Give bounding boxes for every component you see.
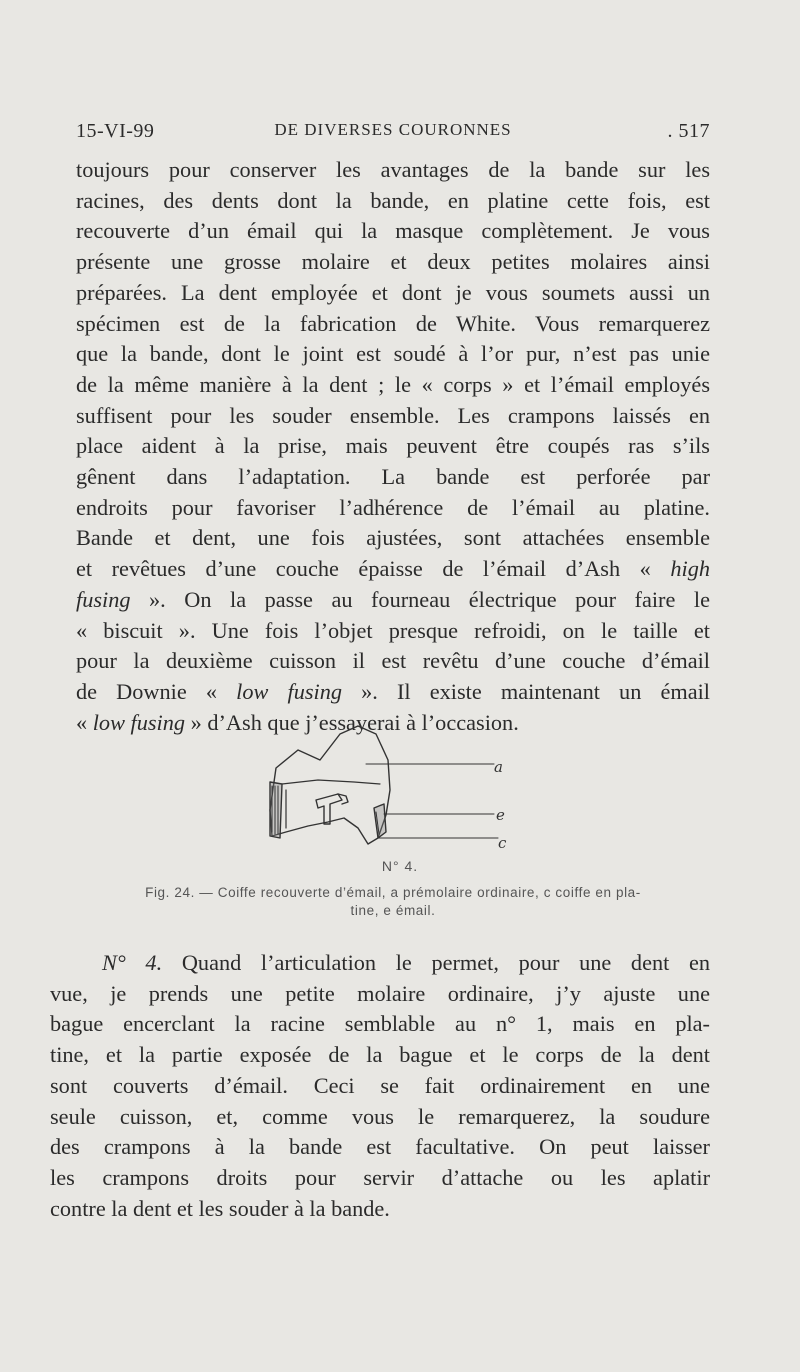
text-line: sont couverts d’émail. Ceci se fait ordinairement en une (50, 1072, 710, 1098)
text-segment: et revêtues d’une couche épaisse de l’émail d’Ash « (76, 556, 651, 582)
text-line: bague encerclant la racine semblable au n° 1, mais en pla- (50, 1011, 710, 1037)
band-right (374, 804, 386, 838)
text-line: racines, des dents dont la bande, en platine cette fois, est (76, 187, 710, 213)
text-line (76, 677, 710, 708)
italic-term: low fusing (236, 678, 343, 704)
text-line (76, 948, 710, 979)
page-number: . 517 (667, 120, 710, 142)
crown-outline (270, 726, 390, 844)
text-line: les crampons droits pour servir d’attache ou les aplatir (50, 1164, 710, 1190)
text-line: contre la dent et les souder à la bande. (50, 1195, 390, 1221)
figure-caption (76, 884, 710, 920)
text-line: Bande et dent, une fois ajustées, sont attachées ensemble (76, 525, 710, 551)
header-title: DE DIVERSES COURONNES (274, 120, 512, 139)
text-line (76, 585, 710, 616)
text-line: seule cuisson, et, comme vous le remarquerez, la soudure (50, 1103, 710, 1129)
text-line: recouverte d’un émail qui la masque complètement. Je vous (76, 218, 710, 244)
figure-number: N° 4. (381, 858, 419, 874)
text-line: tine, et la partie exposée de la bague et le corps de la dent (50, 1042, 710, 1068)
text-line: que la bande, dont le joint est soudé à l’or pur, n’est pas unie (76, 341, 710, 367)
label-e: e (496, 806, 505, 824)
caption-line: tine, e émail. (350, 903, 436, 918)
text-segment: « (76, 709, 88, 735)
paragraph-1 (76, 155, 710, 738)
section-number: N° 4. (102, 950, 163, 975)
text-line: présente une grosse molaire et deux petites molaires ainsi (76, 249, 710, 275)
label-c: c (498, 834, 507, 852)
text-segment: de Downie « (76, 678, 218, 704)
running-head (76, 120, 710, 150)
text-line: « biscuit ». Une fois l’objet presque refroidi, on le taille et (76, 617, 710, 643)
text-line: des crampons à la bande est facultative. On peut laisser (50, 1134, 710, 1160)
text-line: vue, je prends une petite molaire ordinaire, j’y ajuste une (50, 980, 710, 1006)
text-line: préparées. La dent employée et dont je vous soumets aussi un (76, 279, 710, 305)
text-line: place aident à la prise, mais peuvent être coupés ras s’ils (76, 433, 710, 459)
caption-line: Fig. 24. — Coiffe recouverte d’émail, a prémolaire ordinaire, c coiffe en pla- (145, 885, 641, 900)
italic-term: low fusing (92, 709, 186, 735)
text-line: toujours pour conserver les avantages de la bande sur les (76, 157, 710, 182)
tooth-crown-drawing (258, 720, 528, 870)
text-segment: ». On la passe au fourneau électrique pour faire le (149, 586, 710, 612)
paragraph-2 (50, 948, 711, 1224)
text-segment: ». Il existe maintenant un émail (361, 678, 710, 704)
tooth-crown-figure (258, 720, 528, 870)
text-line: spécimen est de la fabrication de White. Vous remarquerez (76, 310, 710, 336)
header-date: 15-VI-99 (76, 120, 155, 142)
text-line: suffisent pour les souder ensemble. Les crampons laissés en (76, 402, 710, 428)
text-line (76, 554, 710, 585)
text-line: endroits pour favoriser l’adhérence de l’émail au platine. (76, 494, 710, 520)
italic-term: high (670, 556, 710, 582)
label-a: a (494, 758, 503, 776)
text-line: de la même manière à la dent ; le « corps » et l’émail employés (76, 371, 710, 397)
text-segment: Quand l’articulation le permet, pour une dent en (181, 950, 711, 975)
italic-term: fusing (76, 586, 131, 612)
text-line: pour la deuxième cuisson il est revêtu d’une couche d’émail (76, 648, 710, 674)
text-line: gênent dans l’adaptation. La bande est perforée par (76, 464, 710, 490)
text-segment: » d’Ash que j’essayerai à l’occasion. (190, 709, 519, 735)
